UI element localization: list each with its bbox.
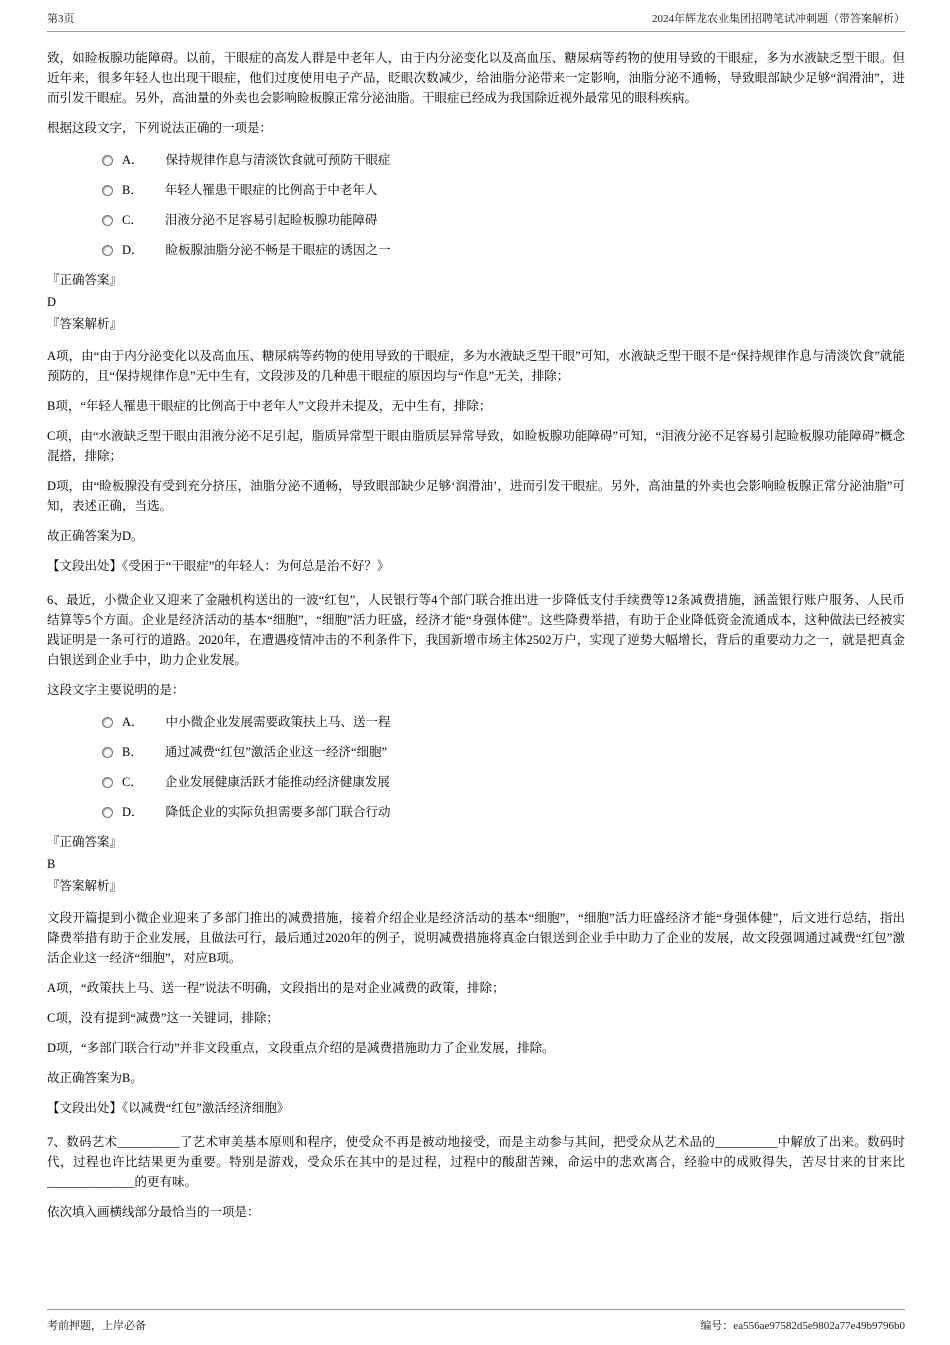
q5-answer-label: 『正确答案』 — [47, 273, 123, 287]
radio-button[interactable] — [102, 777, 113, 788]
q7-passage: 7、数码艺术__________了艺术审美基本原则和程序，使受众不再是被动地接受，而是主动参与其间，把受众从艺术品的__________中解放了出来。数码时代，过程也许比结果更为重要。特别是游戏，受众乐在其中的是过程，过程中的酸甜苦辣，命运中的悲欢离合，经验中的成败得失，苦尽甘来的甘来比______________的更有味。 — [47, 1135, 905, 1189]
q5-option-d[interactable] — [102, 240, 905, 260]
q6-source: 【文段出处】《以减费“红包”激活经济细胞》 — [47, 1101, 290, 1115]
q6-answer-label: 『正确答案』 — [47, 835, 123, 849]
radio-button[interactable] — [102, 807, 113, 818]
q5-passage: 致，如睑板腺功能障碍。以前，干眼症的高发人群是中老年人，由于内分泌变化以及高血压、糖尿病等药物的使用导致的干眼症，多为水液缺乏型干眼。但近年来，很多年轻人也出现干眼症，他们过度使用电子产品，眨眼次数减少，给油脂分泌带来一定影响，油脂分泌不通畅，导致眼部缺少足够“润滑油”，进而引发干眼症。另外，高油量的外卖也会影响睑板腺正常分泌油脂。干眼症已经成为我国除近视外最常见的眼科疾病。 — [47, 51, 905, 105]
option-letter: A． — [122, 153, 144, 167]
option-letter: C． — [122, 213, 143, 227]
q6-stem: 这段文字主要说明的是： — [47, 683, 185, 697]
q6-analysis-a: A项，“政策扶上马、送一程”说法不明确，文段指出的是对企业减费的政策，排除； — [47, 981, 505, 995]
option-text: 保持规律作息与清淡饮食就可预防干眼症 — [165, 153, 391, 167]
radio-button[interactable] — [102, 245, 113, 256]
q6-answer: B — [47, 857, 56, 871]
q5-analysis-d: D项，由“睑板腺没有受到充分挤压，油脂分泌不通畅，导致眼部缺少足够‘润滑油’，进而引发干眼症。另外，高油量的外卖也会影响睑板腺正常分泌油脂”可知，表述正确，当选。 — [47, 479, 905, 513]
q5-option-a[interactable] — [102, 150, 905, 170]
radio-button[interactable] — [102, 717, 113, 728]
q6-option-d[interactable] — [102, 802, 905, 822]
radio-button[interactable] — [102, 747, 113, 758]
radio-button[interactable] — [102, 155, 113, 166]
q6-analysis-d: D项，“多部门联合行动”并非文段重点，文段重点介绍的是减费措施助力了企业发展，排除。 — [47, 1041, 555, 1055]
page-footer — [47, 1309, 905, 1333]
option-text: 泪液分泌不足容易引起睑板腺功能障碍 — [164, 213, 378, 227]
option-letter: C． — [122, 775, 143, 789]
q6-analysis-label: 『答案解析』 — [47, 879, 123, 893]
footer-document-code: 编号：ea556ae97582d5e9802a77e49b9796b0 — [700, 1320, 905, 1332]
option-letter: A． — [122, 715, 144, 729]
option-letter: B． — [122, 745, 143, 759]
q5-answer: D — [47, 295, 57, 309]
option-text: 睑板腺油脂分泌不畅是干眼症的诱因之一 — [165, 243, 391, 257]
page-number: 第3页 — [47, 13, 75, 25]
q7-stem: 依次填入画横线部分最恰当的一项是： — [47, 1205, 260, 1219]
q5-option-b[interactable] — [102, 180, 905, 200]
q5-option-c[interactable] — [102, 210, 905, 230]
footer-slogan: 考前押题，上岸必备 — [47, 1320, 146, 1332]
page-header — [47, 10, 905, 32]
q5-analysis-b: B项，“年轻人罹患干眼症的比例高于中老年人”文段并未提及，无中生有，排除； — [47, 399, 492, 413]
radio-button[interactable] — [102, 185, 113, 196]
q6-conclusion: 故正确答案为B。 — [47, 1071, 143, 1085]
q5-stem: 根据这段文字，下列说法正确的一项是： — [47, 121, 273, 135]
option-text: 降低企业的实际负担需要多部门联合行动 — [165, 805, 391, 819]
q6-option-a[interactable] — [102, 712, 905, 732]
document-title: 2024年辉龙农业集团招聘笔试冲刺题（带答案解析） — [652, 13, 905, 25]
q6-answer-block — [47, 832, 905, 896]
q5-analysis-label: 『答案解析』 — [47, 317, 123, 331]
q6-analysis-c: C项，没有提到“减费”这一关键词，排除； — [47, 1011, 279, 1025]
q6-option-b[interactable] — [102, 742, 905, 762]
q5-answer-block — [47, 270, 905, 334]
page-content — [47, 32, 905, 1222]
q6-option-c[interactable] — [102, 772, 905, 792]
option-letter: D． — [122, 805, 144, 819]
option-text: 年轻人罹患干眼症的比例高于中老年人 — [164, 183, 378, 197]
option-letter: D． — [122, 243, 144, 257]
q5-conclusion: 故正确答案为D。 — [47, 529, 144, 543]
radio-button[interactable] — [102, 215, 113, 226]
option-text: 通过减费“红包”激活企业这一经济“细胞” — [164, 745, 388, 759]
option-letter: B． — [122, 183, 143, 197]
q5-analysis-c: C项，由“水液缺乏型干眼由泪液分泌不足引起，脂质异常型干眼由脂质层异常导致，如睑板腺功能障碍”可知，“泪液分泌不足容易引起睑板腺功能障碍”概念混搭，排除； — [47, 429, 905, 463]
option-text: 企业发展健康活跃才能推动经济健康发展 — [164, 775, 390, 789]
q5-source: 【文段出处】《受困于“干眼症”的年轻人：为何总是治不好？》 — [47, 559, 390, 573]
q5-analysis-a: A项，由“由于内分泌变化以及高血压、糖尿病等药物的使用导致的干眼症，多为水液缺乏型干眼”可知，水液缺乏型干眼不是“保持规律作息与清淡饮食”就能预防的，且“保持规律作息”无中生有，文段涉及的几种患干眼症的原因均与“作息”无关，排除； — [47, 349, 905, 383]
q6-passage: 6、最近，小微企业又迎来了金融机构送出的一波“红包”，人民银行等4个部门联合推出进一步降低支付手续费等12条减费措施，涵盖银行账户服务、人民币结算等5个方面。企业是经济活动的基本“细胞”，“细胞”活力旺盛，经济才能“身强体健”。这些降费举措，有助于企业降低资金流通成本，这种做法已经被实践证明是一条可行的道路。2020年，在遭遇疫情冲击的不利条件下，我国新增市场主体2502万户，实现了逆势大幅增长，背后的重要动力之一，就是把真金白银送到企业手中，助力企业发展。 — [47, 593, 905, 667]
option-text: 中小微企业发展需要政策扶上马、送一程 — [165, 715, 391, 729]
q6-analysis-main: 文段开篇提到小微企业迎来了多部门推出的减费措施，接着介绍企业是经济活动的基本“细胞”，“细胞”活力旺盛经济才能“身强体健”，后文进行总结，指出降费举措有助于企业发展，且做法可行，最后通过2020年的例子，说明减费措施将真金白银送到企业手中助力了企业的发展，故文段强调通过减费“红包”激活企业这一经济“细胞”，对应B项。 — [47, 911, 905, 965]
